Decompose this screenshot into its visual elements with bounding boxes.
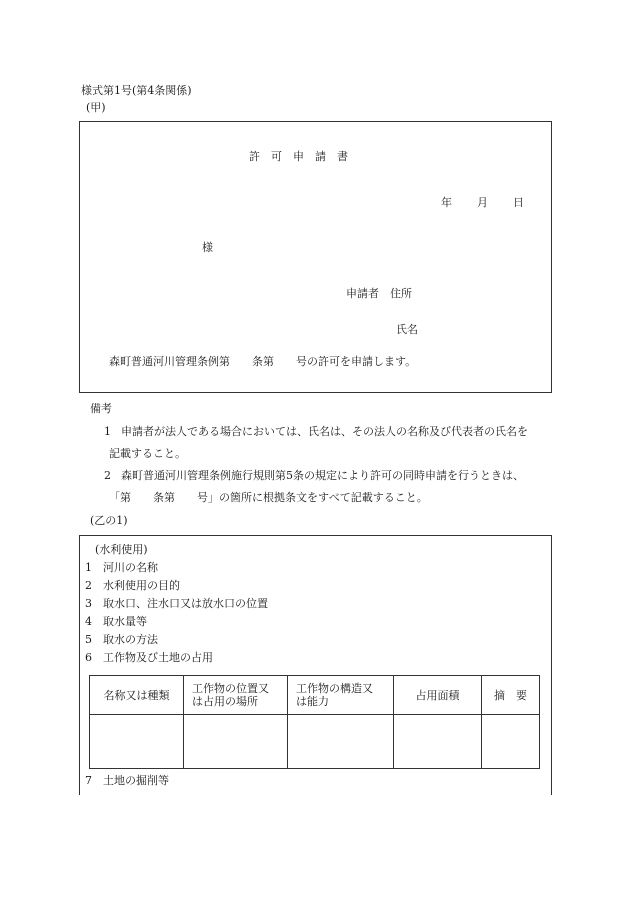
table-cell-area [394,715,482,769]
category-label: (水利使用) [95,543,148,556]
table-cell-name [90,715,184,769]
note-2-line2: 「第 条第 号」の箇所に根拠条文をすべて記載すること。 [109,491,428,504]
addressee-suffix: 様 [202,241,213,254]
form-number: 様式第1号(第4条関係) [81,84,192,97]
applicant-name: 氏名 [396,323,418,336]
item-6-number: 6 [85,651,92,664]
application-title: 許 可 申 請 書 [249,150,348,163]
note-2-number: 2 [104,469,111,482]
item-1-number: 1 [85,561,92,574]
notes-heading: 備考 [90,402,112,415]
note-1-line2: 記載すること。 [109,447,186,460]
item-5-number: 5 [85,633,92,646]
col-header-name: 名称又は種類 [90,676,184,715]
note-2-line1: 森町普通河川管理条例施行規則第5条の規定により許可の同時申請を行うときは、 [121,469,524,482]
col-header-structure-line2: は能力 [296,695,329,709]
col-header-structure [288,676,394,715]
application-body: 森町普通河川管理条例第 条第 号の許可を申請します。 [109,355,417,368]
col-header-structure-line1: 工作物の構造又 [296,682,373,696]
item-4-number: 4 [85,615,92,628]
note-1-number: 1 [104,425,111,438]
item-3-text: 取水口、注水口又は放水口の位置 [103,597,268,610]
applicant-address: 申請者 住所 [346,287,412,300]
item-3-number: 3 [85,597,92,610]
col-header-location [184,676,288,715]
item-7-text: 土地の掘削等 [103,774,169,787]
table-cell-location [184,715,288,769]
item-6-text: 工作物及び土地の占用 [103,651,213,664]
item-2-text: 水利使用の目的 [103,579,180,592]
item-1-text: 河川の名称 [103,561,158,574]
note-1-line1: 申請者が法人である場合においては、氏名は、その法人の名称及び代表者の氏名を [121,425,528,438]
col-header-area: 占用面積 [394,676,482,715]
item-2-number: 2 [85,579,92,592]
col-header-remarks: 摘 要 [482,676,540,715]
col-header-location-line2: は占用の場所 [192,695,258,709]
date-year: 年 [441,196,452,209]
table-cell-remarks [482,715,540,769]
item-5-text: 取水の方法 [103,633,158,646]
part-a-label: (甲) [86,101,106,114]
table-header-row [90,676,540,715]
date-month: 月 [477,196,488,209]
occupancy-table [89,675,540,769]
part-b1-label: (乙の1) [90,514,128,527]
item-7-number: 7 [85,774,92,787]
col-header-location-line1: 工作物の位置又 [192,682,269,696]
table-row [90,715,540,769]
date-day: 日 [513,196,524,209]
item-4-text: 取水量等 [103,615,147,628]
table-cell-structure [288,715,394,769]
